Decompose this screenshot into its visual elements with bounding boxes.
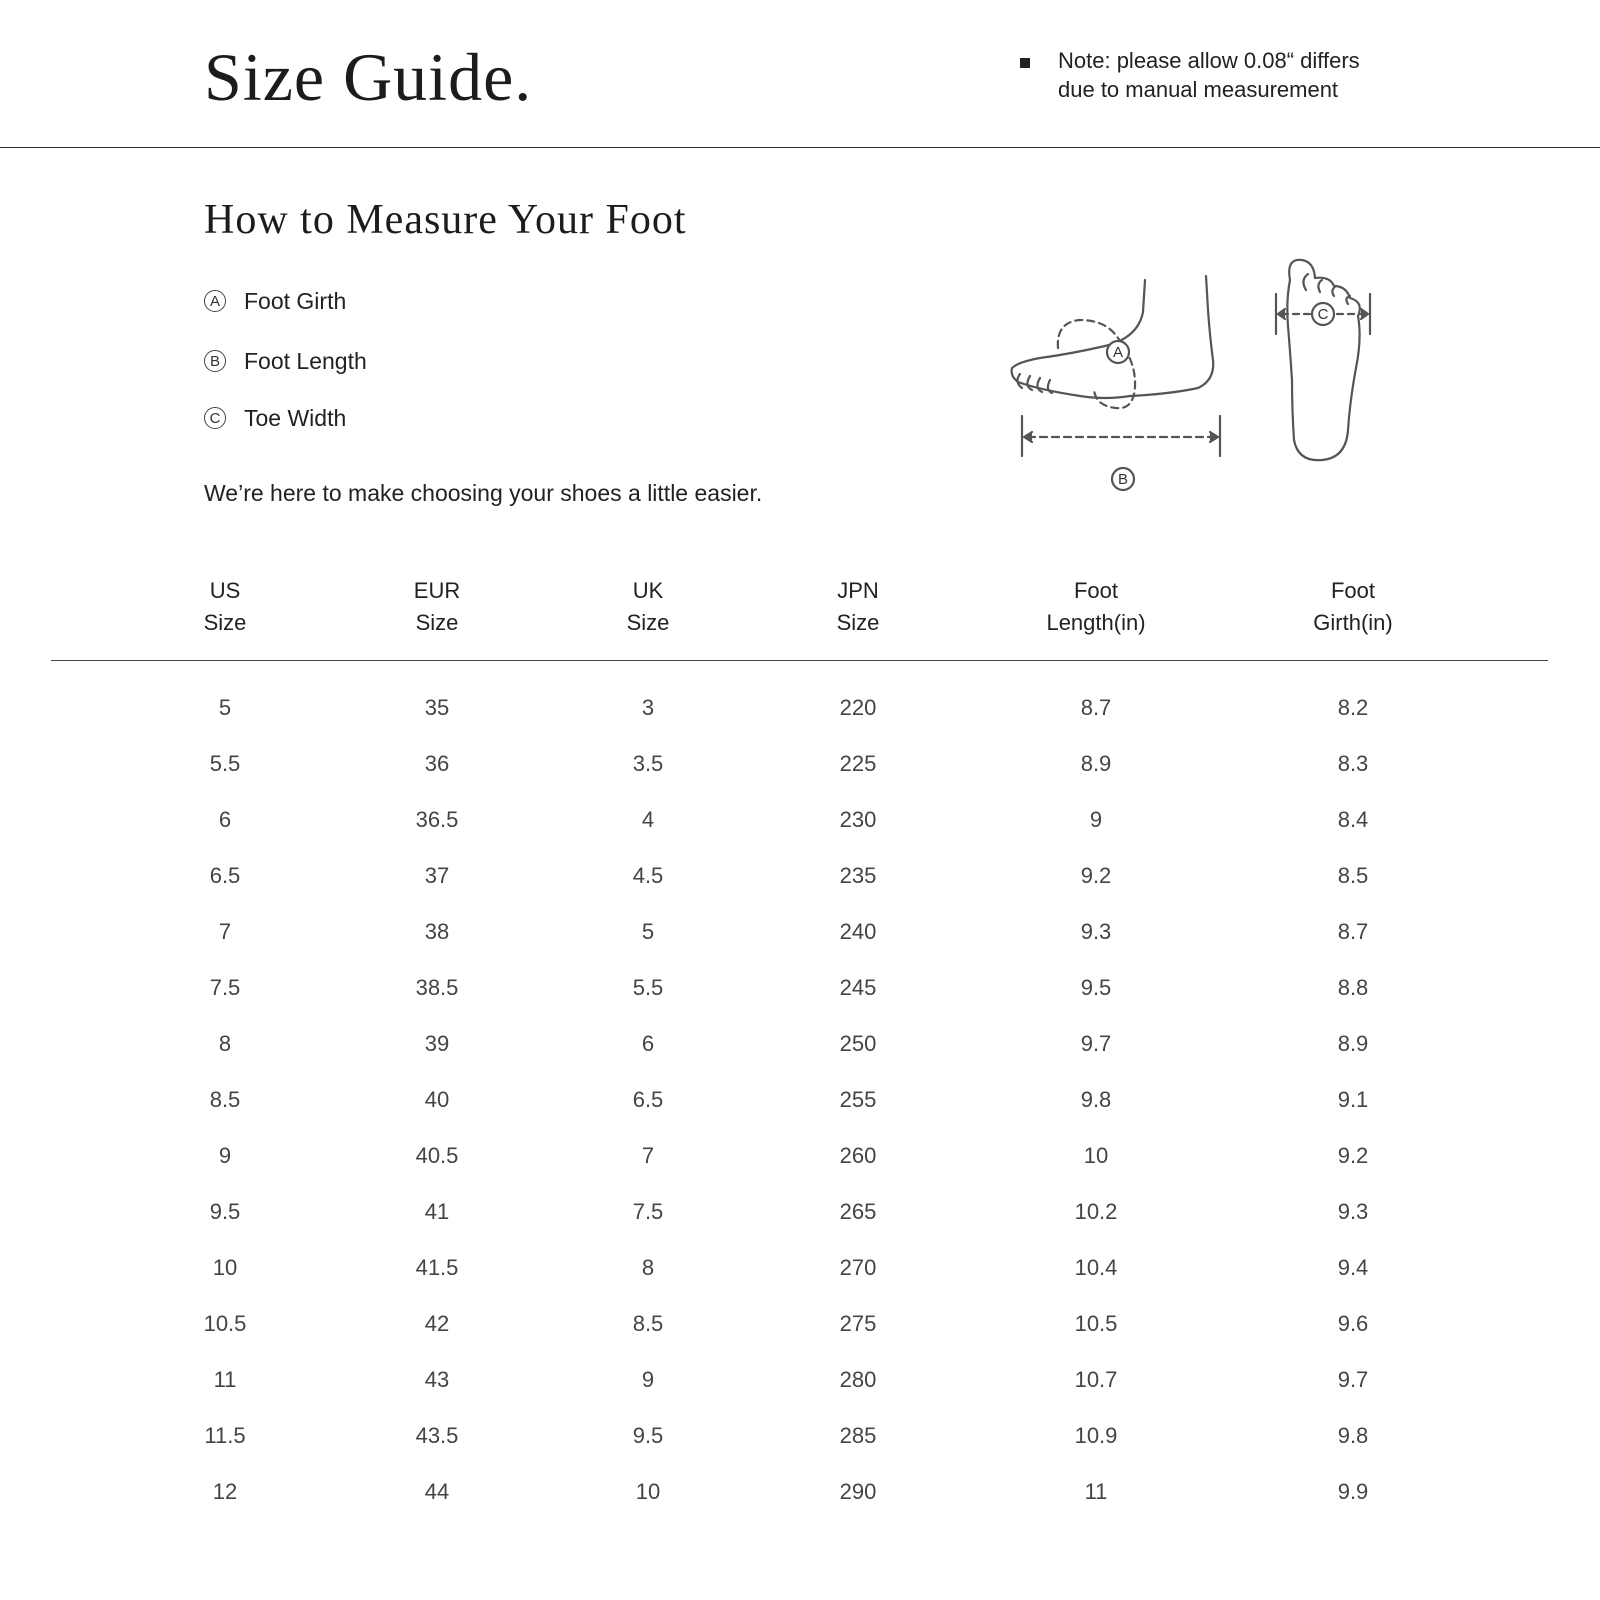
cell-us-size: 9 — [218, 1143, 232, 1168]
cell-us-size: 5.5 — [209, 751, 241, 776]
cell-uk-size: 5.5 — [632, 975, 664, 1000]
cell-eur-size: 37 — [424, 863, 450, 888]
circled-letter-b-icon: B — [204, 350, 226, 372]
cell-foot-length: 10.2 — [1074, 1199, 1118, 1224]
cell-jpn-size: 260 — [839, 1143, 877, 1168]
cell-foot-length: 9.7 — [1080, 1031, 1112, 1056]
section-title: How to Measure Your Foot — [204, 197, 687, 243]
cell-eur-size: 38.5 — [415, 975, 459, 1000]
cell-foot-girth: 8.9 — [1337, 1031, 1369, 1056]
cell-uk-size: 9.5 — [632, 1423, 664, 1448]
table-row — [0, 1072, 1600, 1128]
cell-eur-size: 36 — [424, 751, 450, 776]
cell-uk-size: 10 — [635, 1479, 661, 1504]
cell-foot-girth: 9.8 — [1337, 1423, 1369, 1448]
cell-foot-girth: 9.3 — [1337, 1199, 1369, 1224]
cell-jpn-size: 230 — [839, 807, 877, 832]
circled-letter-c-icon: C — [204, 407, 226, 429]
col-head-jpn-size: JPN Size — [836, 578, 880, 635]
legend-label: Foot Length — [244, 347, 367, 374]
cell-uk-size: 4.5 — [632, 863, 664, 888]
cell-foot-length: 9.3 — [1080, 919, 1112, 944]
table-row — [0, 960, 1600, 1016]
cell-us-size: 11.5 — [204, 1423, 246, 1448]
cell-eur-size: 44 — [424, 1479, 450, 1504]
measurement-note — [1020, 46, 1440, 104]
cell-us-size: 10.5 — [203, 1311, 247, 1336]
table-row — [0, 904, 1600, 960]
cell-jpn-size: 225 — [839, 751, 877, 776]
cell-us-size: 5 — [218, 695, 232, 720]
cell-jpn-size: 235 — [839, 863, 877, 888]
cell-uk-size: 8.5 — [632, 1311, 664, 1336]
table-row — [0, 736, 1600, 792]
cell-jpn-size: 270 — [839, 1255, 877, 1280]
cell-foot-length: 11 — [1084, 1479, 1108, 1504]
cell-foot-length: 10.5 — [1074, 1311, 1118, 1336]
cell-uk-size: 3.5 — [632, 751, 664, 776]
cell-eur-size: 43.5 — [415, 1423, 459, 1448]
cell-uk-size: 7.5 — [632, 1199, 664, 1224]
cell-eur-size: 36.5 — [415, 807, 459, 832]
cell-jpn-size: 280 — [839, 1367, 877, 1392]
table-row — [0, 680, 1600, 736]
cell-jpn-size: 265 — [839, 1199, 877, 1224]
size-table-header — [0, 575, 1600, 645]
cell-foot-length: 8.7 — [1080, 695, 1112, 720]
diagram-label-b: B — [1117, 471, 1129, 488]
col-head-eur-size: EUR Size — [413, 578, 461, 635]
cell-foot-girth: 8.4 — [1337, 807, 1369, 832]
table-row — [0, 1352, 1600, 1408]
table-row — [0, 1464, 1600, 1520]
cell-eur-size: 38 — [424, 919, 450, 944]
table-row — [0, 1240, 1600, 1296]
cell-jpn-size: 220 — [839, 695, 877, 720]
cell-foot-length: 8.9 — [1080, 751, 1112, 776]
table-row — [0, 1408, 1600, 1464]
cell-eur-size: 40 — [424, 1087, 450, 1112]
cell-us-size: 11 — [213, 1367, 237, 1392]
cell-uk-size: 6.5 — [632, 1087, 664, 1112]
sole-foot-outline-icon — [1287, 260, 1359, 460]
cell-eur-size: 43 — [424, 1367, 450, 1392]
cell-us-size: 9.5 — [209, 1199, 241, 1224]
cell-eur-size: 41.5 — [415, 1255, 459, 1280]
col-head-us-size: US Size — [203, 578, 247, 635]
cell-foot-girth: 8.7 — [1337, 919, 1369, 944]
cell-eur-size: 41 — [424, 1199, 450, 1224]
square-bullet-icon — [1020, 58, 1030, 68]
diagram-label-c: C — [1317, 306, 1329, 323]
cell-us-size: 10 — [212, 1255, 238, 1280]
col-head-foot-length: Foot Length(in) — [1046, 578, 1146, 635]
cell-jpn-size: 275 — [839, 1311, 877, 1336]
cell-jpn-size: 245 — [839, 975, 877, 1000]
cell-foot-girth: 8.5 — [1337, 863, 1369, 888]
cell-jpn-size: 290 — [839, 1479, 877, 1504]
cell-us-size: 8 — [218, 1031, 232, 1056]
cell-foot-length: 10.4 — [1074, 1255, 1118, 1280]
diagram-label-a: A — [1112, 344, 1124, 361]
table-row — [0, 1296, 1600, 1352]
cell-foot-girth: 8.3 — [1337, 751, 1369, 776]
circled-letter-a-icon: A — [204, 290, 226, 312]
cell-uk-size: 5 — [641, 919, 655, 944]
col-head-uk-size: UK Size — [626, 578, 670, 635]
cell-foot-girth: 9.9 — [1337, 1479, 1369, 1504]
legend-item-foot-girth — [204, 286, 346, 316]
cell-foot-length: 10.9 — [1074, 1423, 1118, 1448]
cell-eur-size: 42 — [424, 1311, 450, 1336]
table-row — [0, 792, 1600, 848]
note-text: Note: please allow 0.08“ differs due to manual measurement — [1058, 48, 1360, 102]
table-row — [0, 1128, 1600, 1184]
cell-foot-girth: 9.7 — [1337, 1367, 1369, 1392]
cell-foot-length: 9 — [1089, 807, 1103, 832]
cell-uk-size: 8 — [641, 1255, 655, 1280]
cell-eur-size: 39 — [424, 1031, 450, 1056]
cell-foot-length: 9.5 — [1080, 975, 1112, 1000]
cell-us-size: 7.5 — [209, 975, 241, 1000]
cell-foot-length: 9.8 — [1080, 1087, 1112, 1112]
cell-us-size: 7 — [218, 919, 232, 944]
cell-uk-size: 4 — [641, 807, 655, 832]
table-row — [0, 1184, 1600, 1240]
cell-jpn-size: 240 — [839, 919, 877, 944]
cell-foot-length: 10 — [1083, 1143, 1109, 1168]
cell-uk-size: 9 — [641, 1367, 655, 1392]
foot-measurement-diagram — [1010, 250, 1390, 510]
cell-foot-girth: 9.4 — [1337, 1255, 1369, 1280]
cell-foot-girth: 9.6 — [1337, 1311, 1369, 1336]
cell-jpn-size: 285 — [839, 1423, 877, 1448]
page-title: Size Guide. — [204, 39, 533, 115]
cell-eur-size: 35 — [424, 695, 450, 720]
cell-us-size: 6 — [218, 807, 232, 832]
legend-label: Foot Girth — [244, 287, 347, 314]
cell-uk-size: 7 — [641, 1143, 655, 1168]
cell-jpn-size: 250 — [839, 1031, 877, 1056]
cell-foot-girth: 9.1 — [1337, 1087, 1369, 1112]
cell-jpn-size: 255 — [839, 1087, 877, 1112]
cell-foot-girth: 8.8 — [1337, 975, 1369, 1000]
table-divider — [51, 660, 1548, 661]
cell-us-size: 12 — [212, 1479, 238, 1504]
legend-item-foot-length — [204, 346, 367, 376]
cell-us-size: 8.5 — [209, 1087, 241, 1112]
legend-label: Toe Width — [244, 404, 347, 431]
cell-eur-size: 40.5 — [415, 1143, 459, 1168]
header-divider — [0, 147, 1600, 148]
cell-us-size: 6.5 — [209, 863, 241, 888]
col-head-foot-girth: Foot Girth(in) — [1313, 578, 1393, 635]
legend-item-toe-width — [204, 403, 346, 433]
cell-foot-length: 10.7 — [1074, 1367, 1118, 1392]
cell-uk-size: 6 — [641, 1031, 655, 1056]
cell-uk-size: 3 — [641, 695, 655, 720]
cell-foot-girth: 8.2 — [1337, 695, 1369, 720]
side-foot-outline-icon — [1012, 276, 1214, 398]
table-row — [0, 848, 1600, 904]
table-row — [0, 1016, 1600, 1072]
cell-foot-girth: 9.2 — [1337, 1143, 1369, 1168]
cell-foot-length: 9.2 — [1080, 863, 1112, 888]
tagline: We’re here to make choosing your shoes a little easier. — [204, 480, 763, 506]
